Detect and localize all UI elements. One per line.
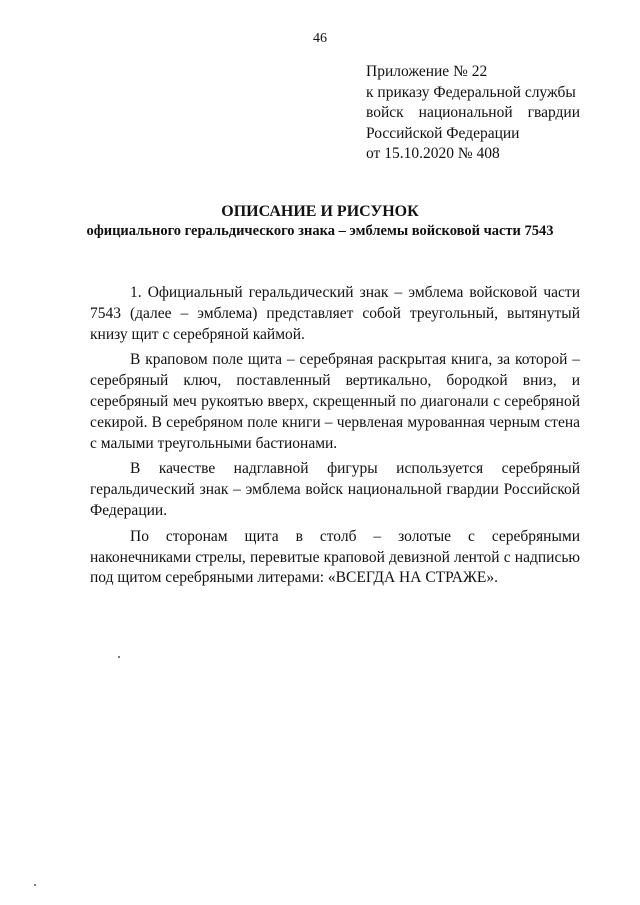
appendix-line-federation: Российской Федерации xyxy=(366,124,520,142)
document-subtitle: официального геральдического знака – эмблемы войсковой части 7543 xyxy=(86,223,554,239)
scan-speck xyxy=(34,884,36,886)
scan-speck xyxy=(118,656,120,658)
paragraph-1: 1. Официальный геральдический знак – эмблема войсковой части 7543 (далее – эмблема) представляет собой треугольный, вытянутый книзу щит с серебряной каймой. xyxy=(90,284,580,343)
paragraph-4: По сторонам щита в столб – золотые с серебряными наконечниками стрелы, перевитые краповой девизной лентой с надписью под щитом серебряными литерами: «ВСЕГДА НА СТРАЖЕ». xyxy=(90,527,580,587)
appendix-line-order: к приказу Федеральной службы xyxy=(366,83,576,101)
appendix-line-troops: войск национальной гвардии xyxy=(366,104,580,121)
appendix-line-number: Приложение № 22 xyxy=(366,63,488,80)
document-body xyxy=(90,283,580,594)
paragraph-3: В качестве надглавной фигуры используется серебряный геральдический знак – эмблема войск национальной гвардии Российской Федерации. xyxy=(90,460,580,519)
page-number: 46 xyxy=(313,31,327,46)
appendix-header xyxy=(366,62,580,165)
paragraph-2: В краповом поле щита – серебряная раскрытая книга, за которой – серебряный ключ, поставленный вертикально, бородкой вниз, и серебряный меч рукоятью вверх, скрещенный по диагонали с серебряной секирой. В серебряном поле книги – червленая мурованная черным стена с малыми треугольными бастионами. xyxy=(90,351,580,452)
document-title: ОПИСАНИЕ И РИСУНОК xyxy=(221,203,419,220)
appendix-line-date: от 15.10.2020 № 408 xyxy=(366,145,500,162)
